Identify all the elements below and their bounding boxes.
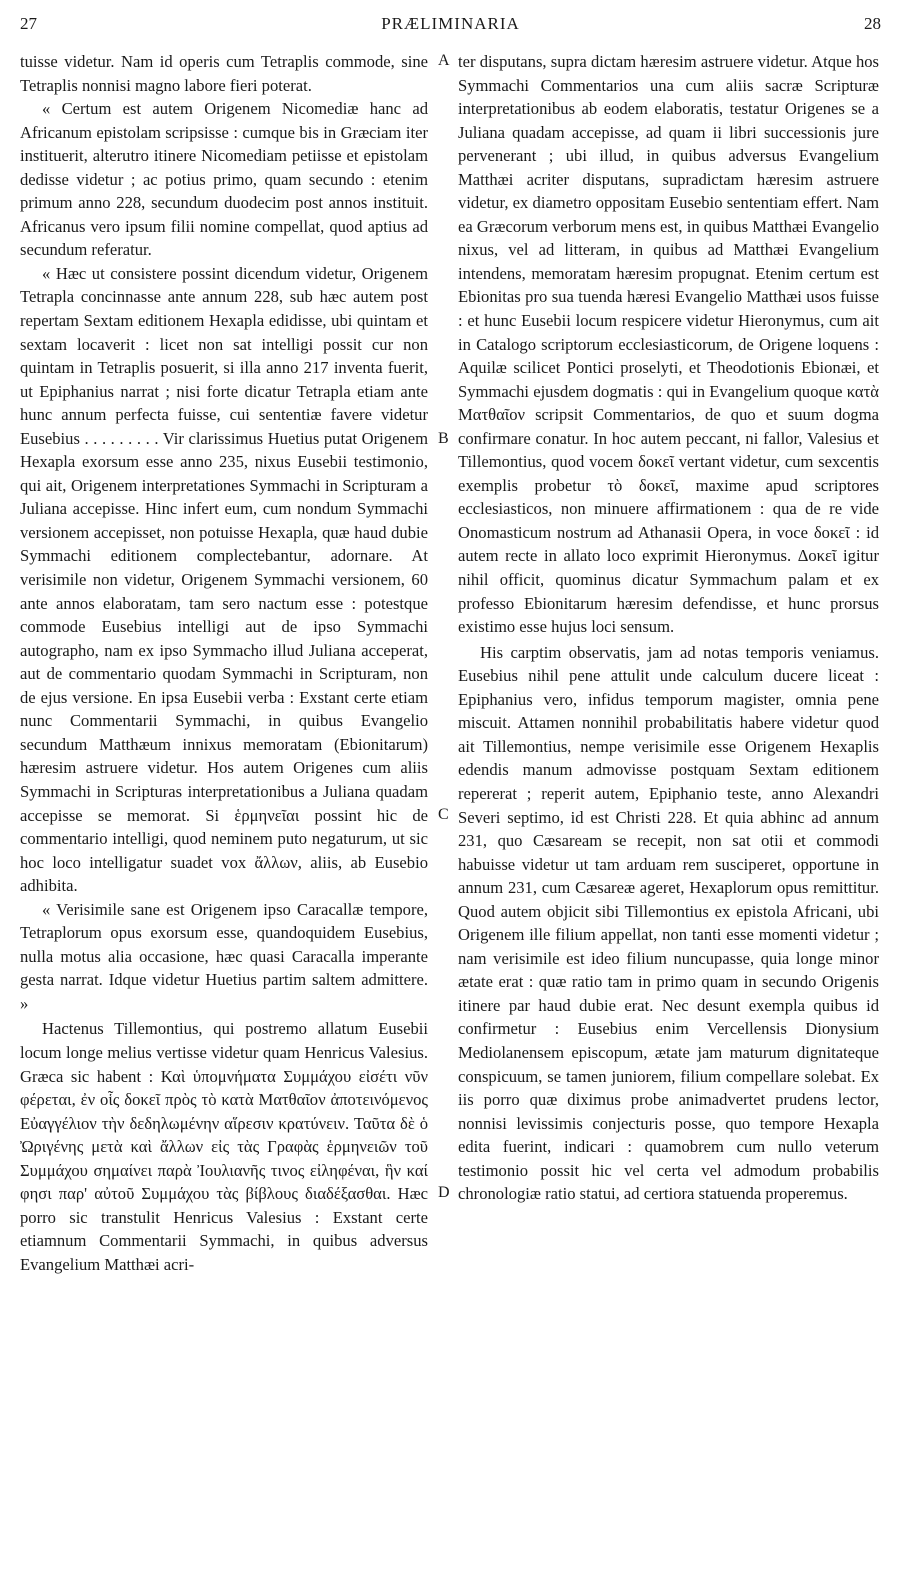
page-number-left: 27 (20, 14, 37, 33)
paragraph: His carptim observatis, jam ad notas temporis veniamus. Eusebius nihil pene attulit unde calculum ducere liceat : Epiphanius vero, infidus temporum magister, omnia pene miscuit. Attamen nonnihil probabilitatis habere videtur quod ait Tillemontius, nempe verisimile esse Origenem Hexaplis edendis manum admovisse postquam Sextam editionem repererat ; reperit autem, Epiphanio teste, anno Alexandri Severi septimo, id est Christi 228. Et quia abhinc ad annum 231, quo Cæsaream se recepit, non sat otii et commodi habuisse videtur ut tam arduam rem susciperet, opportune in annum 231, cum Cæsareæ ageret, Hexaplorum opus remittitur. Quod autem objicit sibi Tillemontius ex epistola Africani, ubi Origenem ille filium appellat, non tanti esse momenti videtur ; nam verisimile est ideo filium nuncupasse, quia longe minor ætate erat : quæ ratio tam in primo quam in secundo Origenis itinere par haud dubie erat. Nec desunt exempla quibus id confirmetur : Eusebius enim Vercellensis Dionysium Mediolanensem episcopum, ætate jam maturum dignitateque conspicuum, se tamen juniorem, filium compellare solebat. Ex iis porro quæ diximus probe animadvertet prudens lector, nonnisi levissimis conjecturis posse, quo tempore Hexapla edita fuerint, indicari : quamobrem cum nullo veterum testimonio possit hic vel certa vel admodum probabilis chronologiæ ratio statui, ad certiora statuenda properemus. (458, 642, 879, 1204)
paragraph: « Certum est autem Origenem Nicomediæ hanc ad Africanum epistolam scripsisse : cumque bis in Græciam iter instituerit, alterutro itinere Nicomediam petiisse et epistolam dedisse videtur ; ac potius primo, quam secundo : etenim primum anno 228, secundum duodecim post annos instituit. Africanus vero ipsum filii nomine compellat, quod aptius ad secundum referatur. (20, 99, 428, 260)
running-title: PRÆLIMINARIA (381, 14, 520, 33)
page-header (20, 14, 881, 42)
margin-letter-d: D (438, 1184, 450, 1201)
paragraph: Hactenus Tillemontius, qui postremo allatum Eusebii locum longe melius vertisse videtur quam Henricus Valesius. Græca sic habent : Καὶ ὑπομνήματα Συμμάχου εἰσέτι νῦν φέρεται, ἐν οἷς δοκεῖ πρὸς τὸ κατὰ Ματθαῖον ἀποτεινόμενος Εὐαγγέλιον τὴν δεδηλωμένην αἵρεσιν κρατύνειν. Ταῦτα δὲ ὁ Ὠριγένης μετὰ καὶ ἄλλων εἰς τὰς Γραφὰς ἑρμηνειῶν τοῦ Συμμάχου σημαίνει παρὰ Ἰουλιανῆς τινος εἰληφέναι, ἣν καί φησι παρ' αὐτοῦ Συμμάχου τὰς βίβλους διαδέξασθαι. Hæc porro sic transtulit Henricus Valesius : Exstant certe etiamnum Commentarii Symmachi, in quibus adversus Evangelium Matthæi acri- (20, 1019, 428, 1274)
paragraph: ter disputans, supra dictam hæresim astruere videtur. Atque hos Symmachi Commentarios una cum aliis sacræ Scripturæ interpretationibus ab eodem elaboratis, testatur Origenes se a Juliana quadam accepisse, ad quam ii libri successionis jure pervenerant ; ubi illud, in quibus adversus Evangelium Matthæi acriter disputans, supradictam hæresim astruere videtur, ex diametro oppositam Eusebio sententiam effert. Nam ea Græcorum verborum mens est, in quibus Matthæi Evangelio nixus, vel ad litteram, in quibus ad Matthæi Evangelium intendens, memoratam hæresim propugnat. Etenim certum est Ebionitas pro sua tuenda hæresi Evangelio Matthæi usos fuisse : et hunc Eusebii locum respicere videtur Hieronymus, cum ait in Catalogo scriptorum ecclesiasticorum, de Origene loquens : Aquilæ scilicet Pontici proselyti, et Theodotionis Ebionæi, et Symmachi ejusdem dogmatis : qui in Evangelium quoque κατὰ Ματθαῖον scripsit Commentarios, de quo et suum dogma confirmare conatur. In hoc autem peccant, ni fallor, Valesius et Tillemontius, quod vocem δοκεῖ vertant videtur, cum sexcentis exemplis probetur τὸ δοκεῖ, maxime apud scriptores ecclesiasticos, non minuere affirmationem : qua de re vide Onomasticum nostrum ad Athanasii Opera, in voce δοκεῖ : id autem recte in allato loco exprimit Hieronymus. Δοκεῖ igitur nihil officit, quominus dicatur Symmachum palam et ex professo Ebionitarum hæresim defendisse, et hunc prorsus existimo esse hujus loci sensum. (458, 52, 879, 637)
paragraph: « Verisimile sane est Origenem ipso Caracallæ tempore, Tetraplorum opus exorsum esse, quandoquidem Eusebius, nulla motus alia occasione, hæc quasi Caracalla imperante gesta narrat. Idque videtur Huetius partim saltem admittere. » (20, 899, 428, 1013)
margin-letter-a: A (438, 52, 450, 69)
margin-letter-c: C (438, 806, 449, 823)
paragraph: « Hæc ut consistere possint dicendum videtur, Origenem Tetrapla concinnasse ante annum 228, sub hæc autem post repertam Sextam editionem Hexapla edidisse, ubi quintam et sextam locaverit : licet non sat intelligi possit cur non quintam in Tetraplis posuerit, si illa anno 217 inventa fuerit, ut Epiphanius narrat ; nisi forte dicatur Tetrapla etiam ante hunc annum perfecta fuisse, cui sententiæ favere videtur Eusebius . . . . . . . . . Vir clarissimus Huetius putat Origenem Hexapla exorsum esse anno 235, nixus Eusebii testimonio, qui ait, Origenem interpretationes Symmachi in Scripturam a Juliana accepisse. Hinc infert eum, cum nondum Symmachi versionem accepisset, non potuisse Hexapla, quæ haud dubie Symmachi editionem complectebantur, adornare. At verisimile non videtur, Origenem Symmachi versionem, 60 ante annos elaboratam, tam sero nactum esse : potestque commode Eusebius intelligi aut de ipso Symmachi autographo, nam ex ipso Symmacho illud Juliana acceperat, aut de commentario quodam Symmachi in Scripturam, non de ejus versione. En ipsa Eusebii verba : Exstant certe etiam nunc Commentarii Symmachi, in quibus Evangelio secundum Matthæum innixus memoratam (Ebionitarum) hæresim astruere videtur. Hos autem Origenes cum aliis Symmachi in Scripturas interpretationibus a Juliana quadam accepisse se memorat. Si ἑρμηνεῖαι possint hic de commentario intelligi, quod neminem puto negaturum, ut sic hoc loco intelligatur suadet vox ἄλλων, aliis, ab Eusebio adhibita. (20, 263, 428, 896)
left-column (20, 50, 428, 1276)
paragraph: tuisse videtur. Nam id operis cum Tetraplis commode, sine Tetraplis nonnisi magno labore fieri poterat. (20, 52, 428, 95)
margin-letter-b: B (438, 430, 449, 447)
right-column (458, 50, 879, 1206)
page-number-right: 28 (864, 14, 881, 33)
